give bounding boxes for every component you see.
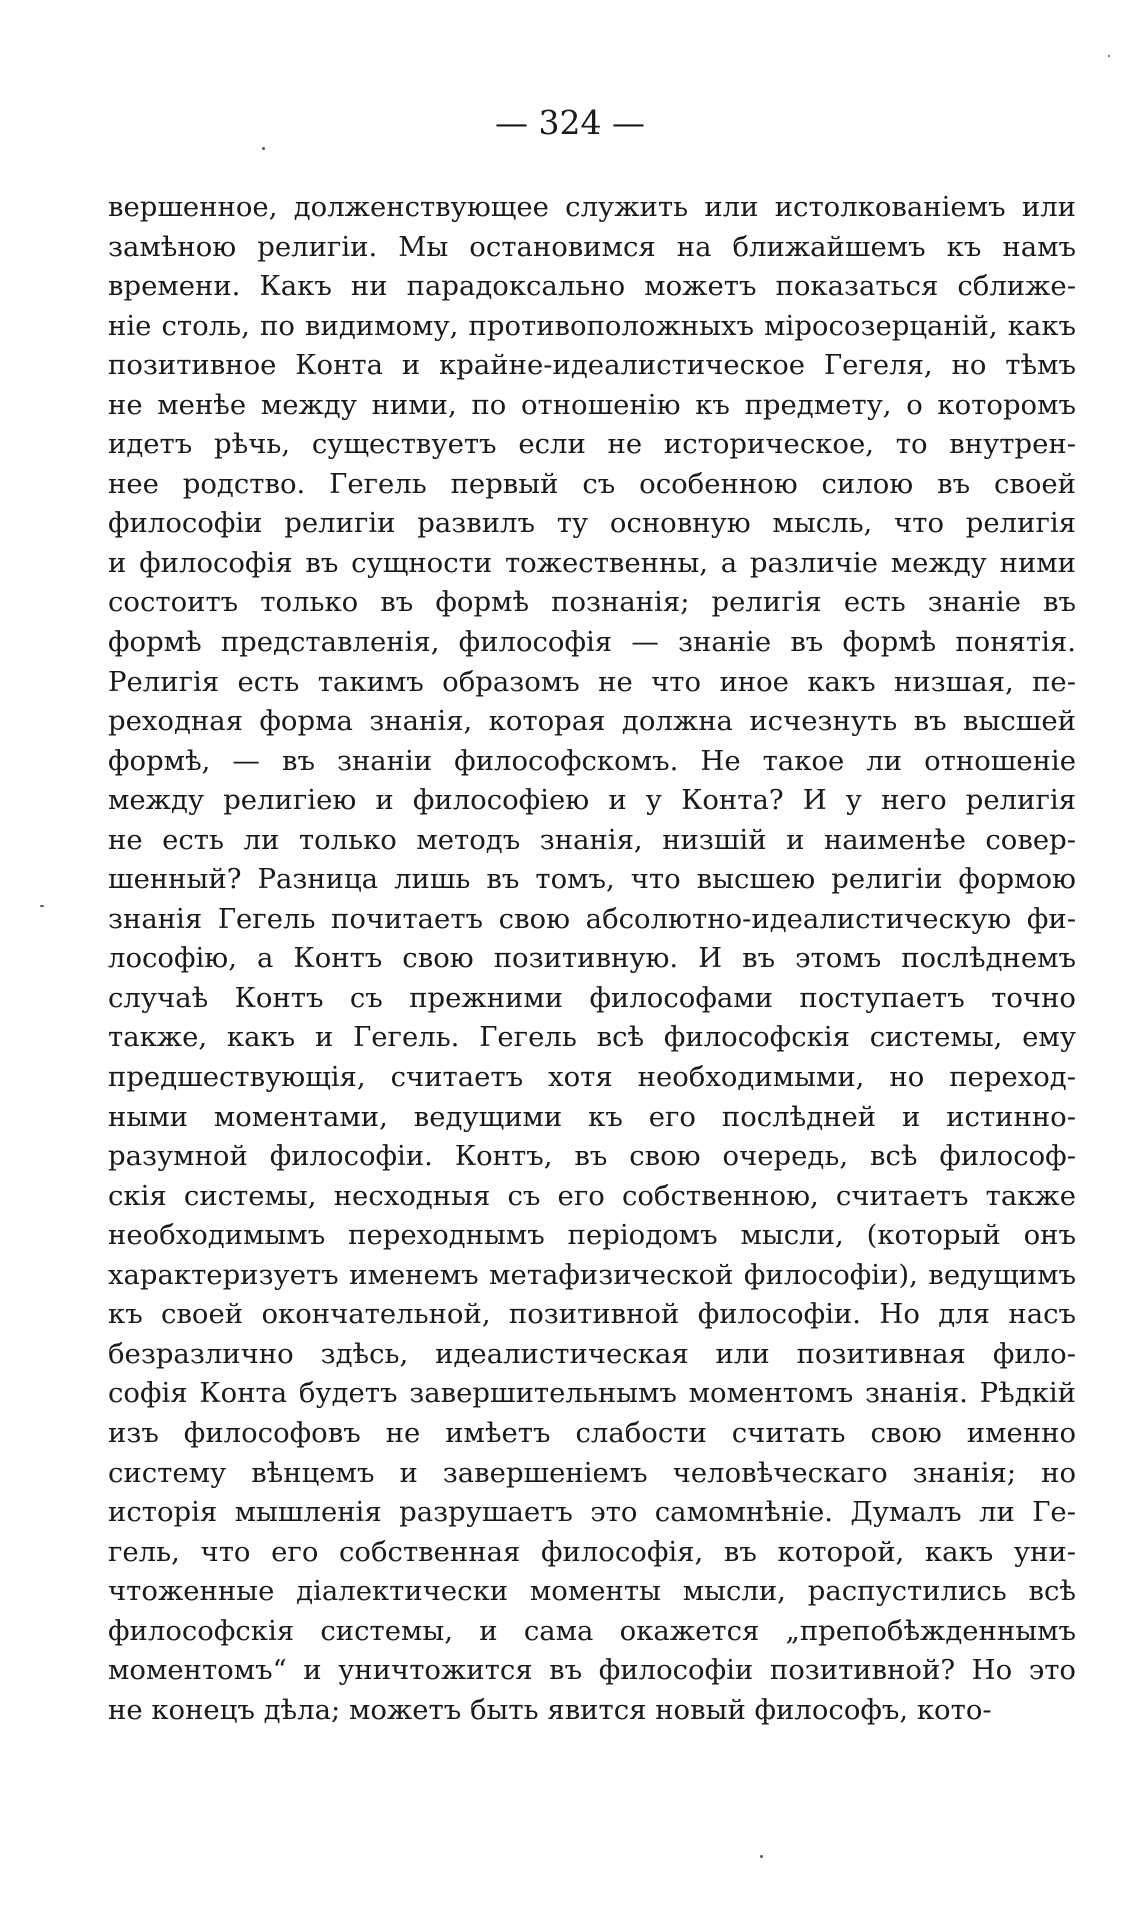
text-line: не есть ли только методъ знанія, низшій и наименѣе совер- (108, 823, 1076, 856)
text-line: не менѣе между ними, по отношенію къ предмету, о которомъ (108, 388, 1076, 421)
text-line: систему вѣнцемъ и завершеніемъ человѣческаго знанія; но (108, 1456, 1076, 1489)
text-line: къ своей окончательной, позитивной философіи. Но для насъ (108, 1298, 1076, 1331)
page-number: — 324 — (495, 103, 645, 142)
text-line: шенный? Разница лишь въ томъ, что высшею религіи формою (108, 863, 1076, 896)
text-line: не конецъ дѣла; можетъ быть явится новый философъ, кото- (108, 1693, 992, 1726)
text-line: формѣ, — въ знаніи философскомъ. Не такое ли отношеніе (108, 744, 1076, 777)
text-line: реходная форма знанія, которая должна исчезнуть въ высшей (108, 705, 1076, 738)
text-line: знанія Гегель почитаетъ свою абсолютно-идеалистическую фи- (108, 902, 1076, 935)
text-line: скія системы, несходныя съ его собственною, считаетъ также (108, 1179, 1076, 1212)
text-line: и философія въ сущности тожественны, а различіе между ними (108, 546, 1076, 579)
text-line: софія Конта будетъ завершительнымъ моментомъ знанія. Рѣдкій (108, 1377, 1076, 1410)
text-line: нее родство. Гегель первый съ особенною силою въ своей (108, 467, 1076, 500)
text-line: гель, что его собственная философія, въ которой, какъ уни- (108, 1535, 1076, 1568)
text-line: состоитъ только въ формѣ познанія; религія есть знаніе въ (108, 586, 1076, 619)
text-line: предшествующія, считаетъ хотя необходимыми, но переход- (108, 1061, 1076, 1094)
text-line: разумной философіи. Контъ, въ свою очередь, всѣ философ- (108, 1140, 1076, 1173)
text-line: замѣною религіи. Мы остановимся на ближайшемъ къ намъ (108, 230, 1076, 263)
text-line: необходимымъ переходнымъ періодомъ мысли, (который онъ (108, 1219, 1076, 1252)
text-line: ными моментами, ведущими къ его послѣдней и истинно- (108, 1100, 1076, 1133)
body-text (108, 188, 1076, 1730)
ink-speck (40, 905, 44, 907)
text-line: моментомъ“ и уничтожится въ философіи позитивной? Но это (108, 1654, 1076, 1687)
text-line: Религія есть такимъ образомъ не что иное какъ низшая, пе- (108, 665, 1076, 698)
text-line: идетъ рѣчь, существуетъ если не историческое, то внутрен- (108, 428, 1076, 461)
text-line: также, какъ и Гегель. Гегель всѣ философскія системы, ему (108, 1021, 1076, 1054)
text-line: формѣ представленія, философія — знаніе въ формѣ понятія. (108, 626, 1076, 659)
text-line: характеризуетъ именемъ метафизической философіи), ведущимъ (108, 1258, 1076, 1291)
text-line: изъ философовъ не имѣетъ слабости считать свою именно (108, 1416, 1076, 1449)
text-line: между религіею и философіею и у Конта? И у него религія (108, 784, 1076, 817)
text-line: философскія системы, и сама окажется „препобѣжденнымъ (108, 1614, 1076, 1647)
ink-speck (1108, 55, 1110, 57)
text-line: исторія мышленія разрушаетъ это самомнѣніе. Думалъ ли Ге- (108, 1496, 1076, 1529)
ink-speck (760, 1855, 763, 1858)
text-line: безразлично здѣсь, идеалистическая или позитивная фило- (108, 1337, 1076, 1370)
text-line: времени. Какъ ни парадоксально можетъ показаться сближе- (108, 270, 1076, 303)
text-line: вершенное, долженствующее служить или истолкованіемъ или (108, 191, 1076, 223)
text-line: лософію, а Контъ свою позитивную. И въ этомъ послѣднемъ (108, 942, 1076, 975)
text-line: чтоженные діалектически моменты мысли, распустились всѣ (108, 1575, 1076, 1608)
ink-speck (262, 147, 265, 150)
text-line: философіи религіи развилъ ту основную мысль, что религія (108, 507, 1076, 540)
text-line: позитивное Конта и крайне-идеалистическое Гегеля, но тѣмъ (108, 349, 1076, 382)
text-line: ніе столь, по видимому, противоположныхъ міросозерцаній, какъ (108, 309, 1076, 342)
text-line: случаѣ Контъ съ прежними философами поступаетъ точно (108, 981, 1076, 1014)
